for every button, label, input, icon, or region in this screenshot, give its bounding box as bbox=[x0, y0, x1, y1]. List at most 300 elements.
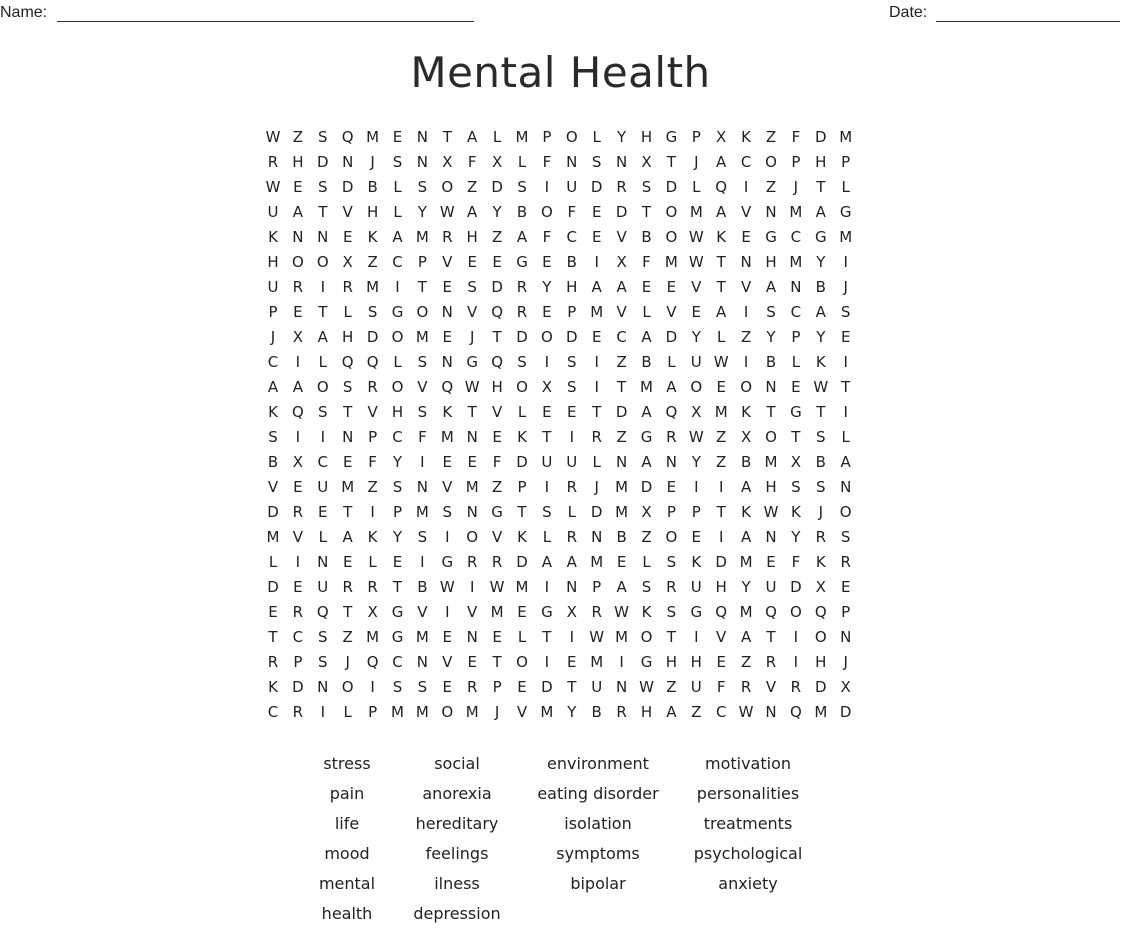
grid-letter[interactable]: V bbox=[367, 403, 378, 421]
grid-letter[interactable]: O bbox=[466, 528, 479, 546]
grid-letter[interactable]: G bbox=[516, 253, 528, 271]
grid-letter[interactable]: M bbox=[415, 328, 429, 346]
grid-letter[interactable]: S bbox=[318, 653, 328, 671]
grid-letter[interactable]: E bbox=[691, 528, 702, 546]
grid-letter[interactable]: H bbox=[640, 703, 653, 721]
grid-letter[interactable]: E bbox=[691, 303, 702, 321]
grid-letter[interactable]: T bbox=[343, 403, 353, 421]
grid-letter[interactable]: S bbox=[840, 528, 851, 546]
grid-letter[interactable]: V bbox=[292, 528, 304, 546]
grid-letter[interactable]: G bbox=[541, 603, 553, 621]
grid-letter[interactable]: Y bbox=[816, 328, 826, 346]
date-line[interactable] bbox=[936, 21, 1120, 22]
grid-letter[interactable]: D bbox=[839, 703, 852, 721]
grid-letter[interactable]: K bbox=[367, 528, 378, 546]
grid-letter[interactable]: Z bbox=[491, 478, 503, 496]
grid-letter[interactable]: T bbox=[641, 203, 652, 221]
grid-letter[interactable]: L bbox=[517, 153, 527, 171]
grid-letter[interactable]: Q bbox=[491, 353, 503, 371]
grid-letter[interactable]: M bbox=[689, 203, 703, 221]
grid-letter[interactable]: D bbox=[615, 403, 628, 421]
grid-letter[interactable]: E bbox=[666, 278, 677, 296]
grid-letter[interactable]: R bbox=[616, 178, 627, 196]
grid-letter[interactable]: I bbox=[370, 503, 375, 521]
grid-letter[interactable]: R bbox=[267, 653, 279, 671]
grid-letter[interactable]: N bbox=[566, 153, 578, 171]
grid-letter[interactable]: Y bbox=[741, 578, 751, 596]
grid-letter[interactable]: A bbox=[641, 453, 652, 471]
grid-letter[interactable]: I bbox=[694, 478, 699, 496]
grid-letter[interactable]: B bbox=[815, 278, 826, 296]
grid-letter[interactable]: A bbox=[516, 228, 528, 246]
grid-letter[interactable]: E bbox=[517, 603, 527, 621]
grid-letter[interactable]: I bbox=[793, 653, 799, 671]
grid-letter[interactable]: M bbox=[615, 503, 629, 521]
grid-letter[interactable]: L bbox=[841, 178, 850, 196]
grid-letter[interactable]: R bbox=[292, 703, 304, 721]
grid-letter[interactable]: N bbox=[317, 678, 329, 696]
grid-letter[interactable]: U bbox=[765, 578, 777, 596]
grid-letter[interactable]: A bbox=[342, 528, 353, 546]
grid-letter[interactable]: M bbox=[615, 628, 629, 646]
grid-letter[interactable]: N bbox=[416, 653, 428, 671]
grid-letter[interactable]: E bbox=[342, 453, 353, 471]
name-line[interactable] bbox=[57, 21, 474, 22]
grid-letter[interactable]: O bbox=[316, 253, 329, 271]
grid-letter[interactable]: S bbox=[816, 478, 826, 496]
grid-letter[interactable]: S bbox=[417, 678, 428, 696]
grid-letter[interactable]: M bbox=[465, 478, 479, 496]
grid-letter[interactable]: N bbox=[615, 153, 628, 171]
grid-letter[interactable]: R bbox=[292, 278, 304, 296]
grid-letter[interactable]: U bbox=[690, 678, 702, 696]
grid-letter[interactable]: E bbox=[840, 328, 851, 346]
grid-letter[interactable]: M bbox=[764, 453, 778, 471]
grid-letter[interactable]: L bbox=[567, 503, 576, 521]
grid-letter[interactable]: L bbox=[517, 628, 527, 646]
grid-letter[interactable]: L bbox=[642, 553, 651, 571]
grid-letter[interactable]: O bbox=[690, 378, 703, 396]
grid-letter[interactable]: Q bbox=[366, 353, 379, 371]
grid-letter[interactable]: S bbox=[318, 628, 328, 646]
grid-letter[interactable]: A bbox=[467, 128, 478, 146]
grid-letter[interactable]: S bbox=[392, 153, 403, 171]
grid-letter[interactable]: P bbox=[841, 603, 851, 621]
grid-letter[interactable]: D bbox=[815, 678, 827, 696]
grid-letter[interactable]: Q bbox=[715, 178, 728, 196]
grid-letter[interactable]: N bbox=[591, 528, 603, 546]
grid-letter[interactable]: L bbox=[667, 353, 676, 371]
grid-letter[interactable]: S bbox=[641, 178, 652, 196]
grid-letter[interactable]: R bbox=[342, 578, 353, 596]
grid-letter[interactable]: B bbox=[417, 578, 428, 596]
grid-letter[interactable]: Z bbox=[740, 328, 752, 346]
grid-letter[interactable]: G bbox=[391, 628, 404, 646]
grid-letter[interactable]: P bbox=[691, 503, 701, 521]
grid-letter[interactable]: S bbox=[367, 303, 378, 321]
grid-letter[interactable]: Z bbox=[467, 178, 478, 196]
grid-letter[interactable]: E bbox=[392, 553, 403, 571]
grid-letter[interactable]: A bbox=[616, 278, 627, 296]
grid-letter[interactable]: P bbox=[392, 503, 403, 521]
grid-letter[interactable]: V bbox=[467, 303, 478, 321]
grid-letter[interactable]: Z bbox=[367, 478, 378, 496]
grid-letter[interactable]: P bbox=[268, 303, 278, 321]
grid-letter[interactable]: U bbox=[690, 353, 702, 371]
grid-letter[interactable]: O bbox=[665, 203, 678, 221]
grid-letter[interactable]: W bbox=[738, 703, 754, 721]
grid-letter[interactable]: V bbox=[417, 378, 428, 396]
grid-letter[interactable]: R bbox=[292, 603, 304, 621]
grid-letter[interactable]: S bbox=[318, 403, 328, 421]
grid-letter[interactable]: V bbox=[491, 528, 503, 546]
grid-letter[interactable]: O bbox=[341, 678, 354, 696]
grid-letter[interactable]: V bbox=[516, 703, 528, 721]
grid-letter[interactable]: E bbox=[442, 453, 453, 471]
grid-letter[interactable]: S bbox=[417, 403, 428, 421]
grid-letter[interactable]: A bbox=[292, 378, 304, 396]
grid-letter[interactable]: W bbox=[688, 253, 704, 271]
grid-letter[interactable]: G bbox=[665, 128, 678, 146]
grid-letter[interactable]: M bbox=[415, 628, 429, 646]
grid-letter[interactable]: D bbox=[267, 578, 279, 596]
grid-letter[interactable]: I bbox=[544, 478, 550, 496]
grid-letter[interactable]: E bbox=[542, 303, 552, 321]
grid-letter[interactable]: U bbox=[267, 278, 279, 296]
grid-letter[interactable]: N bbox=[317, 553, 329, 571]
grid-letter[interactable]: Z bbox=[716, 428, 727, 446]
grid-letter[interactable]: O bbox=[391, 328, 404, 346]
grid-letter[interactable]: Z bbox=[292, 128, 304, 146]
grid-letter[interactable]: O bbox=[839, 503, 852, 521]
grid-letter[interactable]: Y bbox=[617, 128, 627, 146]
grid-letter[interactable]: E bbox=[467, 453, 477, 471]
grid-letter[interactable]: I bbox=[843, 353, 848, 371]
grid-letter[interactable]: L bbox=[542, 528, 552, 546]
grid-letter[interactable]: Q bbox=[789, 703, 802, 721]
grid-letter[interactable]: E bbox=[392, 128, 403, 146]
grid-letter[interactable]: K bbox=[741, 128, 752, 146]
grid-letter[interactable]: E bbox=[442, 678, 453, 696]
grid-letter[interactable]: F bbox=[791, 553, 801, 571]
grid-letter[interactable]: R bbox=[666, 578, 677, 596]
grid-letter[interactable]: I bbox=[420, 553, 425, 571]
grid-letter[interactable]: K bbox=[367, 228, 378, 246]
grid-letter[interactable]: I bbox=[569, 628, 575, 646]
grid-letter[interactable]: G bbox=[466, 353, 478, 371]
grid-letter[interactable]: L bbox=[393, 178, 402, 196]
grid-letter[interactable]: J bbox=[843, 278, 848, 296]
grid-letter[interactable]: X bbox=[716, 128, 727, 146]
grid-letter[interactable]: R bbox=[292, 503, 304, 521]
grid-letter[interactable]: J bbox=[469, 328, 475, 346]
grid-letter[interactable]: L bbox=[717, 328, 726, 346]
grid-letter[interactable]: T bbox=[318, 303, 328, 321]
grid-letter[interactable]: Q bbox=[765, 603, 777, 621]
grid-letter[interactable]: N bbox=[840, 478, 852, 496]
grid-letter[interactable]: O bbox=[441, 703, 454, 721]
grid-letter[interactable]: T bbox=[442, 128, 452, 146]
grid-letter[interactable]: R bbox=[765, 653, 777, 671]
grid-letter[interactable]: R bbox=[466, 678, 478, 696]
grid-letter[interactable]: M bbox=[814, 703, 828, 721]
grid-letter[interactable]: P bbox=[841, 153, 851, 171]
grid-letter[interactable]: L bbox=[343, 303, 352, 321]
grid-letter[interactable]: S bbox=[268, 428, 278, 446]
grid-letter[interactable]: R bbox=[790, 678, 802, 696]
grid-letter[interactable]: H bbox=[765, 253, 777, 271]
grid-letter[interactable]: F bbox=[642, 253, 651, 271]
grid-letter[interactable]: N bbox=[466, 503, 478, 521]
grid-letter[interactable]: V bbox=[616, 303, 627, 321]
grid-letter[interactable]: Q bbox=[715, 603, 728, 621]
grid-letter[interactable]: F bbox=[492, 453, 502, 471]
grid-letter[interactable]: T bbox=[417, 278, 427, 296]
grid-letter[interactable]: H bbox=[715, 578, 727, 596]
grid-letter[interactable]: K bbox=[716, 228, 727, 246]
grid-letter[interactable]: T bbox=[816, 178, 826, 196]
grid-letter[interactable]: H bbox=[566, 278, 578, 296]
grid-letter[interactable]: K bbox=[268, 678, 278, 696]
grid-letter[interactable]: I bbox=[544, 353, 550, 371]
grid-letter[interactable]: E bbox=[840, 578, 851, 596]
grid-letter[interactable]: C bbox=[740, 153, 752, 171]
grid-letter[interactable]: G bbox=[640, 428, 653, 446]
grid-letter[interactable]: M bbox=[515, 578, 529, 596]
grid-letter[interactable]: U bbox=[566, 178, 578, 196]
grid-letter[interactable]: E bbox=[268, 603, 278, 621]
grid-letter[interactable]: D bbox=[665, 328, 678, 346]
grid-letter[interactable]: V bbox=[417, 603, 428, 621]
grid-letter[interactable]: Q bbox=[441, 378, 454, 396]
grid-letter[interactable]: W bbox=[439, 203, 455, 221]
grid-letter[interactable]: E bbox=[442, 278, 453, 296]
grid-letter[interactable]: T bbox=[666, 153, 676, 171]
grid-letter[interactable]: L bbox=[592, 453, 601, 471]
grid-letter[interactable]: M bbox=[366, 128, 380, 146]
grid-letter[interactable]: E bbox=[567, 403, 577, 421]
grid-letter[interactable]: B bbox=[641, 353, 652, 371]
grid-letter[interactable]: E bbox=[442, 628, 453, 646]
grid-letter[interactable]: A bbox=[765, 278, 777, 296]
grid-letter[interactable]: K bbox=[517, 528, 527, 546]
grid-letter[interactable]: F bbox=[542, 153, 552, 171]
grid-letter[interactable]: S bbox=[591, 153, 602, 171]
grid-letter[interactable]: E bbox=[492, 428, 502, 446]
grid-letter[interactable]: O bbox=[765, 428, 777, 446]
grid-letter[interactable]: J bbox=[370, 153, 375, 171]
grid-letter[interactable]: E bbox=[716, 378, 726, 396]
grid-letter[interactable]: C bbox=[566, 228, 578, 246]
grid-letter[interactable]: A bbox=[641, 403, 652, 421]
grid-letter[interactable]: T bbox=[392, 578, 403, 596]
grid-letter[interactable]: O bbox=[565, 128, 578, 146]
grid-letter[interactable]: S bbox=[567, 353, 577, 371]
grid-letter[interactable]: T bbox=[343, 603, 353, 621]
grid-letter[interactable]: R bbox=[840, 553, 851, 571]
grid-letter[interactable]: X bbox=[616, 253, 627, 271]
grid-letter[interactable]: B bbox=[815, 453, 826, 471]
grid-letter[interactable]: E bbox=[591, 228, 602, 246]
grid-letter[interactable]: O bbox=[665, 528, 678, 546]
grid-letter[interactable]: L bbox=[318, 353, 327, 371]
grid-letter[interactable]: H bbox=[366, 203, 379, 221]
grid-letter[interactable]: S bbox=[318, 128, 328, 146]
grid-letter[interactable]: L bbox=[393, 203, 402, 221]
grid-letter[interactable]: F bbox=[567, 203, 577, 221]
grid-letter[interactable]: V bbox=[740, 278, 752, 296]
grid-letter[interactable]: V bbox=[491, 403, 503, 421]
grid-letter[interactable]: Z bbox=[765, 178, 777, 196]
grid-letter[interactable]: I bbox=[370, 678, 375, 696]
grid-letter[interactable]: P bbox=[517, 478, 527, 496]
grid-letter[interactable]: U bbox=[566, 453, 578, 471]
grid-letter[interactable]: J bbox=[818, 503, 824, 521]
grid-letter[interactable]: R bbox=[367, 378, 378, 396]
grid-letter[interactable]: E bbox=[517, 678, 527, 696]
grid-letter[interactable]: J bbox=[270, 328, 276, 346]
grid-letter[interactable]: Q bbox=[341, 353, 354, 371]
grid-letter[interactable]: D bbox=[615, 203, 628, 221]
grid-letter[interactable]: R bbox=[367, 578, 378, 596]
grid-letter[interactable]: N bbox=[441, 303, 453, 321]
grid-letter[interactable]: I bbox=[793, 628, 799, 646]
grid-letter[interactable]: O bbox=[540, 203, 553, 221]
grid-letter[interactable]: R bbox=[815, 528, 827, 546]
grid-letter[interactable]: N bbox=[342, 428, 354, 446]
grid-letter[interactable]: E bbox=[492, 253, 502, 271]
grid-letter[interactable]: E bbox=[716, 653, 726, 671]
grid-letter[interactable]: R bbox=[566, 478, 578, 496]
grid-letter[interactable]: D bbox=[366, 328, 379, 346]
grid-letter[interactable]: U bbox=[591, 678, 603, 696]
grid-letter[interactable]: A bbox=[666, 703, 677, 721]
grid-letter[interactable]: B bbox=[591, 703, 602, 721]
grid-letter[interactable]: A bbox=[267, 378, 279, 396]
grid-letter[interactable]: S bbox=[766, 303, 776, 321]
grid-letter[interactable]: E bbox=[318, 503, 328, 521]
grid-letter[interactable]: M bbox=[540, 703, 554, 721]
grid-letter[interactable]: Z bbox=[491, 228, 503, 246]
grid-letter[interactable]: I bbox=[420, 453, 425, 471]
grid-letter[interactable]: I bbox=[594, 253, 599, 271]
grid-letter[interactable]: L bbox=[592, 128, 601, 146]
grid-letter[interactable]: M bbox=[490, 603, 504, 621]
grid-letter[interactable]: B bbox=[267, 453, 279, 471]
grid-letter[interactable]: E bbox=[442, 328, 453, 346]
grid-letter[interactable]: I bbox=[718, 478, 724, 496]
grid-letter[interactable]: M bbox=[664, 253, 678, 271]
grid-letter[interactable]: R bbox=[591, 603, 602, 621]
grid-letter[interactable]: L bbox=[368, 553, 377, 571]
grid-letter[interactable]: B bbox=[616, 528, 627, 546]
grid-letter[interactable]: O bbox=[516, 653, 528, 671]
grid-letter[interactable]: M bbox=[366, 278, 380, 296]
grid-letter[interactable]: M bbox=[839, 228, 853, 246]
grid-letter[interactable]: W bbox=[688, 428, 704, 446]
grid-letter[interactable]: I bbox=[320, 428, 326, 446]
grid-letter[interactable]: Y bbox=[567, 703, 577, 721]
grid-letter[interactable]: D bbox=[516, 453, 528, 471]
grid-letter[interactable]: D bbox=[516, 553, 528, 571]
grid-letter[interactable]: M bbox=[391, 703, 404, 721]
grid-letter[interactable]: P bbox=[293, 653, 303, 671]
grid-letter[interactable]: T bbox=[268, 628, 278, 646]
grid-letter[interactable]: N bbox=[441, 353, 453, 371]
grid-letter[interactable]: I bbox=[295, 428, 301, 446]
grid-letter[interactable]: J bbox=[345, 653, 350, 671]
grid-letter[interactable]: D bbox=[566, 328, 578, 346]
grid-letter[interactable]: E bbox=[342, 553, 353, 571]
grid-letter[interactable]: F bbox=[467, 153, 477, 171]
grid-letter[interactable]: I bbox=[295, 553, 301, 571]
grid-letter[interactable]: T bbox=[666, 628, 676, 646]
grid-letter[interactable]: E bbox=[591, 203, 602, 221]
grid-letter[interactable]: A bbox=[716, 153, 727, 171]
grid-letter[interactable]: I bbox=[718, 528, 724, 546]
grid-letter[interactable]: G bbox=[790, 403, 802, 421]
grid-letter[interactable]: X bbox=[840, 678, 851, 696]
grid-letter[interactable]: P bbox=[542, 128, 552, 146]
grid-letter[interactable]: M bbox=[415, 703, 429, 721]
grid-letter[interactable]: J bbox=[494, 703, 500, 721]
grid-letter[interactable]: D bbox=[790, 578, 802, 596]
grid-letter[interactable]: H bbox=[640, 128, 653, 146]
grid-letter[interactable]: T bbox=[816, 403, 826, 421]
grid-letter[interactable]: K bbox=[815, 353, 826, 371]
grid-letter[interactable]: E bbox=[542, 253, 552, 271]
grid-letter[interactable]: B bbox=[765, 353, 777, 371]
grid-letter[interactable]: E bbox=[741, 228, 751, 246]
grid-letter[interactable]: E bbox=[467, 653, 477, 671]
grid-letter[interactable]: Y bbox=[766, 328, 776, 346]
grid-letter[interactable]: W bbox=[763, 503, 779, 521]
grid-letter[interactable]: C bbox=[392, 428, 403, 446]
grid-letter[interactable]: I bbox=[594, 378, 599, 396]
grid-letter[interactable]: M bbox=[440, 428, 454, 446]
grid-letter[interactable]: M bbox=[590, 653, 604, 671]
grid-letter[interactable]: F bbox=[791, 128, 801, 146]
grid-letter[interactable]: L bbox=[642, 303, 651, 321]
grid-letter[interactable]: P bbox=[791, 328, 801, 346]
grid-letter[interactable]: X bbox=[790, 453, 802, 471]
grid-letter[interactable]: Z bbox=[342, 628, 353, 646]
grid-letter[interactable]: K bbox=[268, 403, 278, 421]
grid-letter[interactable]: O bbox=[765, 153, 777, 171]
grid-letter[interactable]: F bbox=[542, 228, 552, 246]
grid-letter[interactable]: Y bbox=[492, 203, 502, 221]
grid-letter[interactable]: N bbox=[765, 528, 777, 546]
grid-letter[interactable]: Y bbox=[691, 453, 701, 471]
grid-letter[interactable]: O bbox=[814, 628, 827, 646]
grid-letter[interactable]: S bbox=[467, 278, 477, 296]
grid-letter[interactable]: I bbox=[469, 578, 475, 596]
grid-letter[interactable]: R bbox=[442, 228, 453, 246]
grid-letter[interactable]: R bbox=[516, 278, 528, 296]
grid-letter[interactable]: I bbox=[743, 303, 749, 321]
grid-letter[interactable]: T bbox=[716, 253, 726, 271]
grid-letter[interactable]: B bbox=[641, 228, 652, 246]
grid-letter[interactable]: M bbox=[615, 478, 629, 496]
grid-letter[interactable]: W bbox=[265, 128, 281, 146]
grid-letter[interactable]: L bbox=[791, 353, 801, 371]
grid-letter[interactable]: T bbox=[492, 653, 502, 671]
grid-letter[interactable]: T bbox=[716, 278, 726, 296]
grid-letter[interactable]: Z bbox=[367, 253, 378, 271]
grid-letter[interactable]: Y bbox=[542, 278, 552, 296]
grid-letter[interactable]: N bbox=[317, 228, 329, 246]
grid-letter[interactable]: T bbox=[517, 503, 527, 521]
